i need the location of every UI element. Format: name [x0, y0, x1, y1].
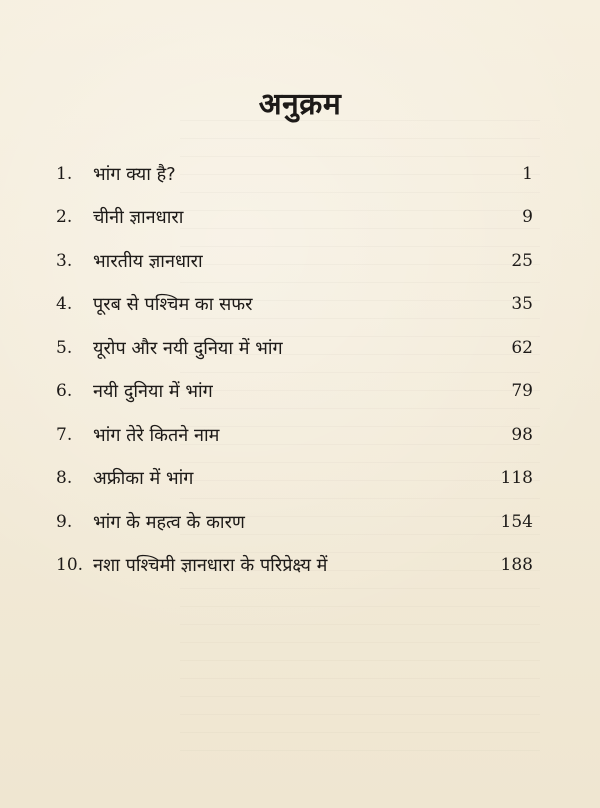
- chapter-title: चीनी ज्ञानधारा: [93, 207, 184, 229]
- page-number: 35: [511, 294, 533, 315]
- toc-row-3: [56, 239, 533, 283]
- chapter-title: यूरोप और नयी दुनिया में भांग: [93, 337, 283, 359]
- chapter-number: 2.: [56, 207, 73, 228]
- toc-row-10: [56, 544, 533, 588]
- chapter-number: 9.: [56, 511, 73, 532]
- toc-row-6: [56, 370, 533, 414]
- contents-title: अनुक्रम: [258, 87, 342, 122]
- toc-row-8: [56, 457, 533, 501]
- page-number: 98: [511, 424, 533, 445]
- chapter-number: 7.: [56, 424, 73, 445]
- chapter-title: भांग तेरे कितने नाम: [93, 424, 220, 446]
- chapter-title: भांग क्या है?: [93, 163, 176, 185]
- chapter-title: नयी दुनिया में भांग: [93, 381, 213, 403]
- chapter-title: भारतीय ज्ञानधारा: [93, 250, 203, 272]
- page-number: 1: [522, 163, 533, 184]
- table-of-contents: [56, 152, 533, 587]
- chapter-number: 10.: [56, 555, 84, 576]
- page-number: 62: [511, 337, 533, 358]
- toc-row-1: [56, 152, 533, 196]
- chapter-title: नशा पश्चिमी ज्ञानधारा के परिप्रेक्ष्य में: [93, 555, 328, 577]
- chapter-number: 5.: [56, 337, 73, 358]
- page-number: 25: [511, 250, 533, 271]
- chapter-number: 8.: [56, 468, 73, 489]
- chapter-title: भांग के महत्व के कारण: [93, 511, 245, 533]
- toc-row-4: [56, 283, 533, 327]
- toc-row-2: [56, 196, 533, 240]
- chapter-number: 1.: [56, 163, 73, 184]
- toc-row-7: [56, 413, 533, 457]
- chapter-number: 4.: [56, 294, 73, 315]
- chapter-number: 3.: [56, 250, 73, 271]
- page-number: 9: [522, 207, 533, 228]
- chapter-title: अफ्रीका में भांग: [93, 468, 194, 490]
- chapter-title: पूरब से पश्चिम का सफर: [93, 294, 253, 316]
- toc-row-9: [56, 500, 533, 544]
- page-number: 118: [500, 468, 533, 489]
- toc-row-5: [56, 326, 533, 370]
- page-number: 188: [500, 555, 533, 576]
- page-number: 79: [511, 381, 533, 402]
- chapter-number: 6.: [56, 381, 73, 402]
- page-number: 154: [500, 511, 533, 532]
